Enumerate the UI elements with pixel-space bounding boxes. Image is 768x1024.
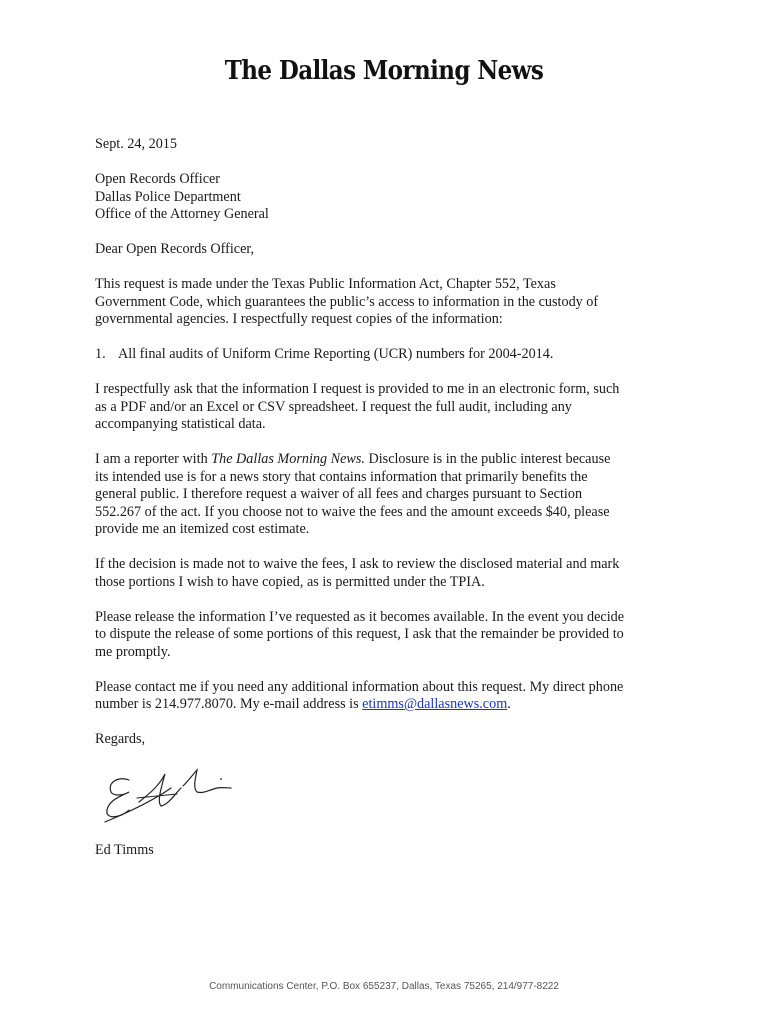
signer-name: Ed Timms [95,842,154,858]
paragraph-line [95,696,670,714]
publication-name: The Dallas Morning News. [211,451,365,467]
email-link[interactable]: etimms@dallasnews.com [362,696,508,712]
paragraph-line: provide me an itemized cost estimate. [95,521,310,537]
paragraph-line: I respectfully ask that the information I request is provided to me in an electronic form, such [95,381,620,397]
text-run: Disclosure is in the public interest because [364,451,611,467]
recipient-line: Open Records Officer [95,171,221,187]
masthead [0,54,768,86]
closing: Regards, [95,731,146,747]
paragraph-line: This request is made under the Texas Public Information Act, Chapter 552, Texas [95,276,556,292]
intro-paragraph [95,276,670,329]
paragraph-line: its intended use is for a news story that contains information that primarily benefits the [95,468,588,485]
fees-paragraph [95,556,670,591]
handwritten-signature [99,766,249,832]
paragraph-line: If the decision is made not to waive the fees, I ask to review the disclosed material and mark [95,556,620,572]
paragraph-line: general public. I therefore request a waiver of all fees and charges pursuant to Section [95,486,583,502]
salutation: Dear Open Records Officer, [95,241,255,257]
list-item-text: All final audits of Uniform Crime Reporting (UCR) numbers for 2004-2014. [118,346,554,362]
newspaper-logo: The Dallas Morning News [224,54,544,86]
text-run: I am a reporter with [95,451,212,467]
list-number: 1. [95,346,106,362]
reporter-paragraph [95,451,670,539]
text-run: . [507,696,511,712]
recipient-block [95,171,670,224]
format-paragraph [95,381,670,434]
paragraph-line: governmental agencies. I respectfully request copies of the information: [95,311,503,327]
letter-date: Sept. 24, 2015 [95,136,177,152]
paragraph-line: those portions I wish to have copied, as is permitted under the TPIA. [95,573,485,590]
release-paragraph [95,609,670,662]
paragraph-line: 552.267 of the act. If you choose not to waive the fees and the amount exceeds $40, please [95,503,610,520]
paragraph-line: Please contact me if you need any additional information about this request. My direct phone [95,678,624,695]
contact-paragraph [95,679,670,714]
paragraph-line: Please release the information I’ve requested as it becomes available. In the event you decide [95,608,625,625]
paragraph-line: to dispute the release of some portions of this request, I ask that the remainder be provided to [95,626,624,642]
text-run: number is 214.977.8070. My e-mail address is [95,696,363,712]
request-list-item [95,346,670,364]
recipient-line: Dallas Police Department [95,188,241,205]
paragraph-line: me promptly. [95,643,171,660]
footer-address: Communications Center, P.O. Box 655237, Dallas, Texas 75265, 214/977-8222 [209,981,559,992]
letter-body [95,136,670,877]
paragraph-line: Government Code, which guarantees the public’s access to information in the custody of [95,293,599,310]
recipient-line: Office of the Attorney General [95,206,269,222]
paragraph-line: as a PDF and/or an Excel or CSV spreadsheet. I request the full audit, including any [95,398,572,415]
paragraph-line: accompanying statistical data. [95,416,266,432]
paragraph-line [95,451,670,469]
